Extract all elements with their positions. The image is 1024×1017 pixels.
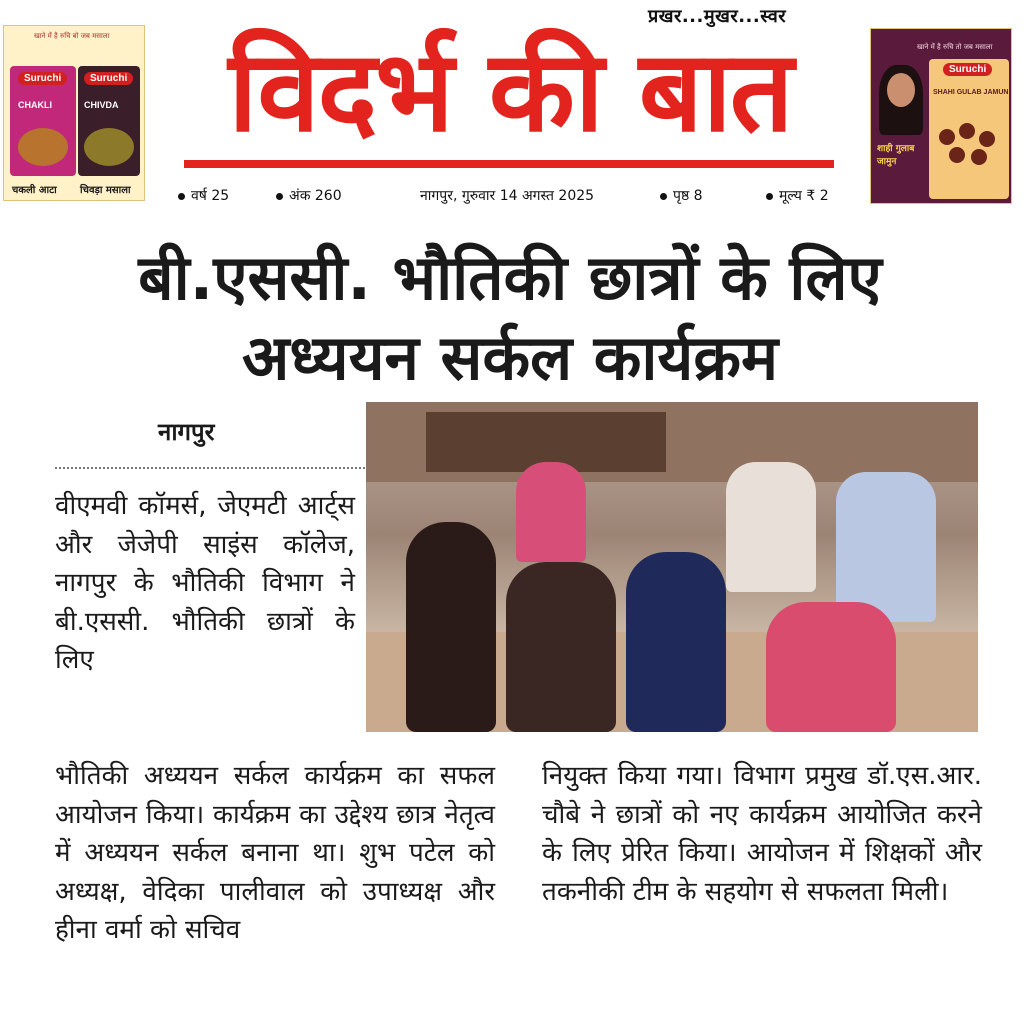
product-label: SHAHI GULAB JAMUN	[933, 89, 1009, 96]
photo-student	[626, 552, 726, 732]
brand-logo: Suruchi	[943, 63, 992, 76]
ad-right-suruchi[interactable]	[870, 28, 1012, 204]
masthead-tagline: प्रखर...मुखर...स्वर	[648, 6, 787, 27]
gulab-jamun-pack	[929, 59, 1009, 199]
article-photo	[366, 402, 978, 732]
bullet-icon	[766, 193, 773, 200]
chakli-pack	[10, 66, 76, 176]
brand-logo: Suruchi	[18, 72, 67, 85]
chakli-image	[18, 128, 68, 166]
meta-year: वर्ष 25	[178, 186, 229, 205]
jamun-image	[971, 149, 987, 165]
meta-pages: पृष्ठ 8	[660, 186, 703, 205]
article-para-left-bottom: भौतिकी अध्ययन सर्कल कार्यक्रम का सफल आयोजन किया। कार्यक्रम का उद्देश्य छात्र नेतृत्व में अध्ययन सर्कल बनाना था। शुभ पटेल को अध्यक्ष, वेदिका पालीवाल को उपाध्यक्ष और हीना वर्मा को सचिव	[55, 761, 495, 945]
bullet-icon	[178, 193, 185, 200]
photo-student	[766, 602, 896, 732]
ad-left-caption-2: चिवड़ा मसाला	[80, 185, 131, 196]
chivda-pack	[78, 66, 140, 176]
model-face	[887, 73, 915, 107]
masthead-rule	[184, 160, 834, 168]
ad-right-tag: खाने में है रुचि तो जब मसाला	[917, 43, 993, 51]
headline-line-1: बी.एससी. भौतिकी छात्रों के लिए	[138, 241, 882, 314]
chivda-image	[84, 128, 134, 166]
bullet-icon	[660, 193, 667, 200]
photo-student	[406, 522, 496, 732]
ad-right-caption: शाही गुलाब जामुन	[877, 144, 915, 167]
article-para-left-top: वीएमवी कॉमर्स, जेएमटी आर्ट्स और जेजेपी साइंस कॉलेज, नागपुर के भौतिकी विभाग ने बी.एससी. भौतिकी छात्रों के लिए	[55, 491, 355, 675]
meta-issue: अंक 260	[276, 186, 342, 205]
article-headline	[30, 238, 990, 398]
photo-person	[726, 462, 816, 592]
article-para-right: नियुक्त किया गया। विभाग प्रमुख डॉ.एस.आर. चौबे ने छात्रों को नए कार्यक्रम आयोजित करने के लिए प्रेरित किया। आयोजन में शिक्षकों और तकनीकी टीम के सहयोग से सफलता मिली।	[542, 761, 982, 907]
dateline-divider	[55, 467, 365, 469]
jamun-image	[939, 129, 955, 145]
bullet-icon	[276, 193, 283, 200]
photo-student	[516, 462, 586, 562]
article-dateline: नागपुर	[158, 418, 215, 446]
meta-place-date: नागपुर, गुरुवार 14 अगस्त 2025	[420, 188, 595, 204]
masthead-title: विदर्भ की बात	[228, 27, 792, 157]
ad-left-suruchi[interactable]	[3, 25, 145, 201]
ad-left-tag: खाने में है रुचि बो जब मसाला	[34, 32, 110, 40]
jamun-image	[949, 147, 965, 163]
jamun-image	[979, 131, 995, 147]
brand-logo: Suruchi	[84, 72, 133, 85]
photo-person	[836, 472, 936, 622]
product-label: CHIVDA	[84, 100, 119, 110]
photo-student	[506, 562, 616, 732]
jamun-image	[959, 123, 975, 139]
product-label: CHAKLI	[18, 100, 52, 110]
ad-left-caption-1: चकली आटा	[12, 185, 57, 196]
meta-price: मूल्य ₹ 2	[766, 186, 829, 205]
headline-line-2: अध्ययन सर्कल कार्यक्रम	[241, 321, 779, 394]
